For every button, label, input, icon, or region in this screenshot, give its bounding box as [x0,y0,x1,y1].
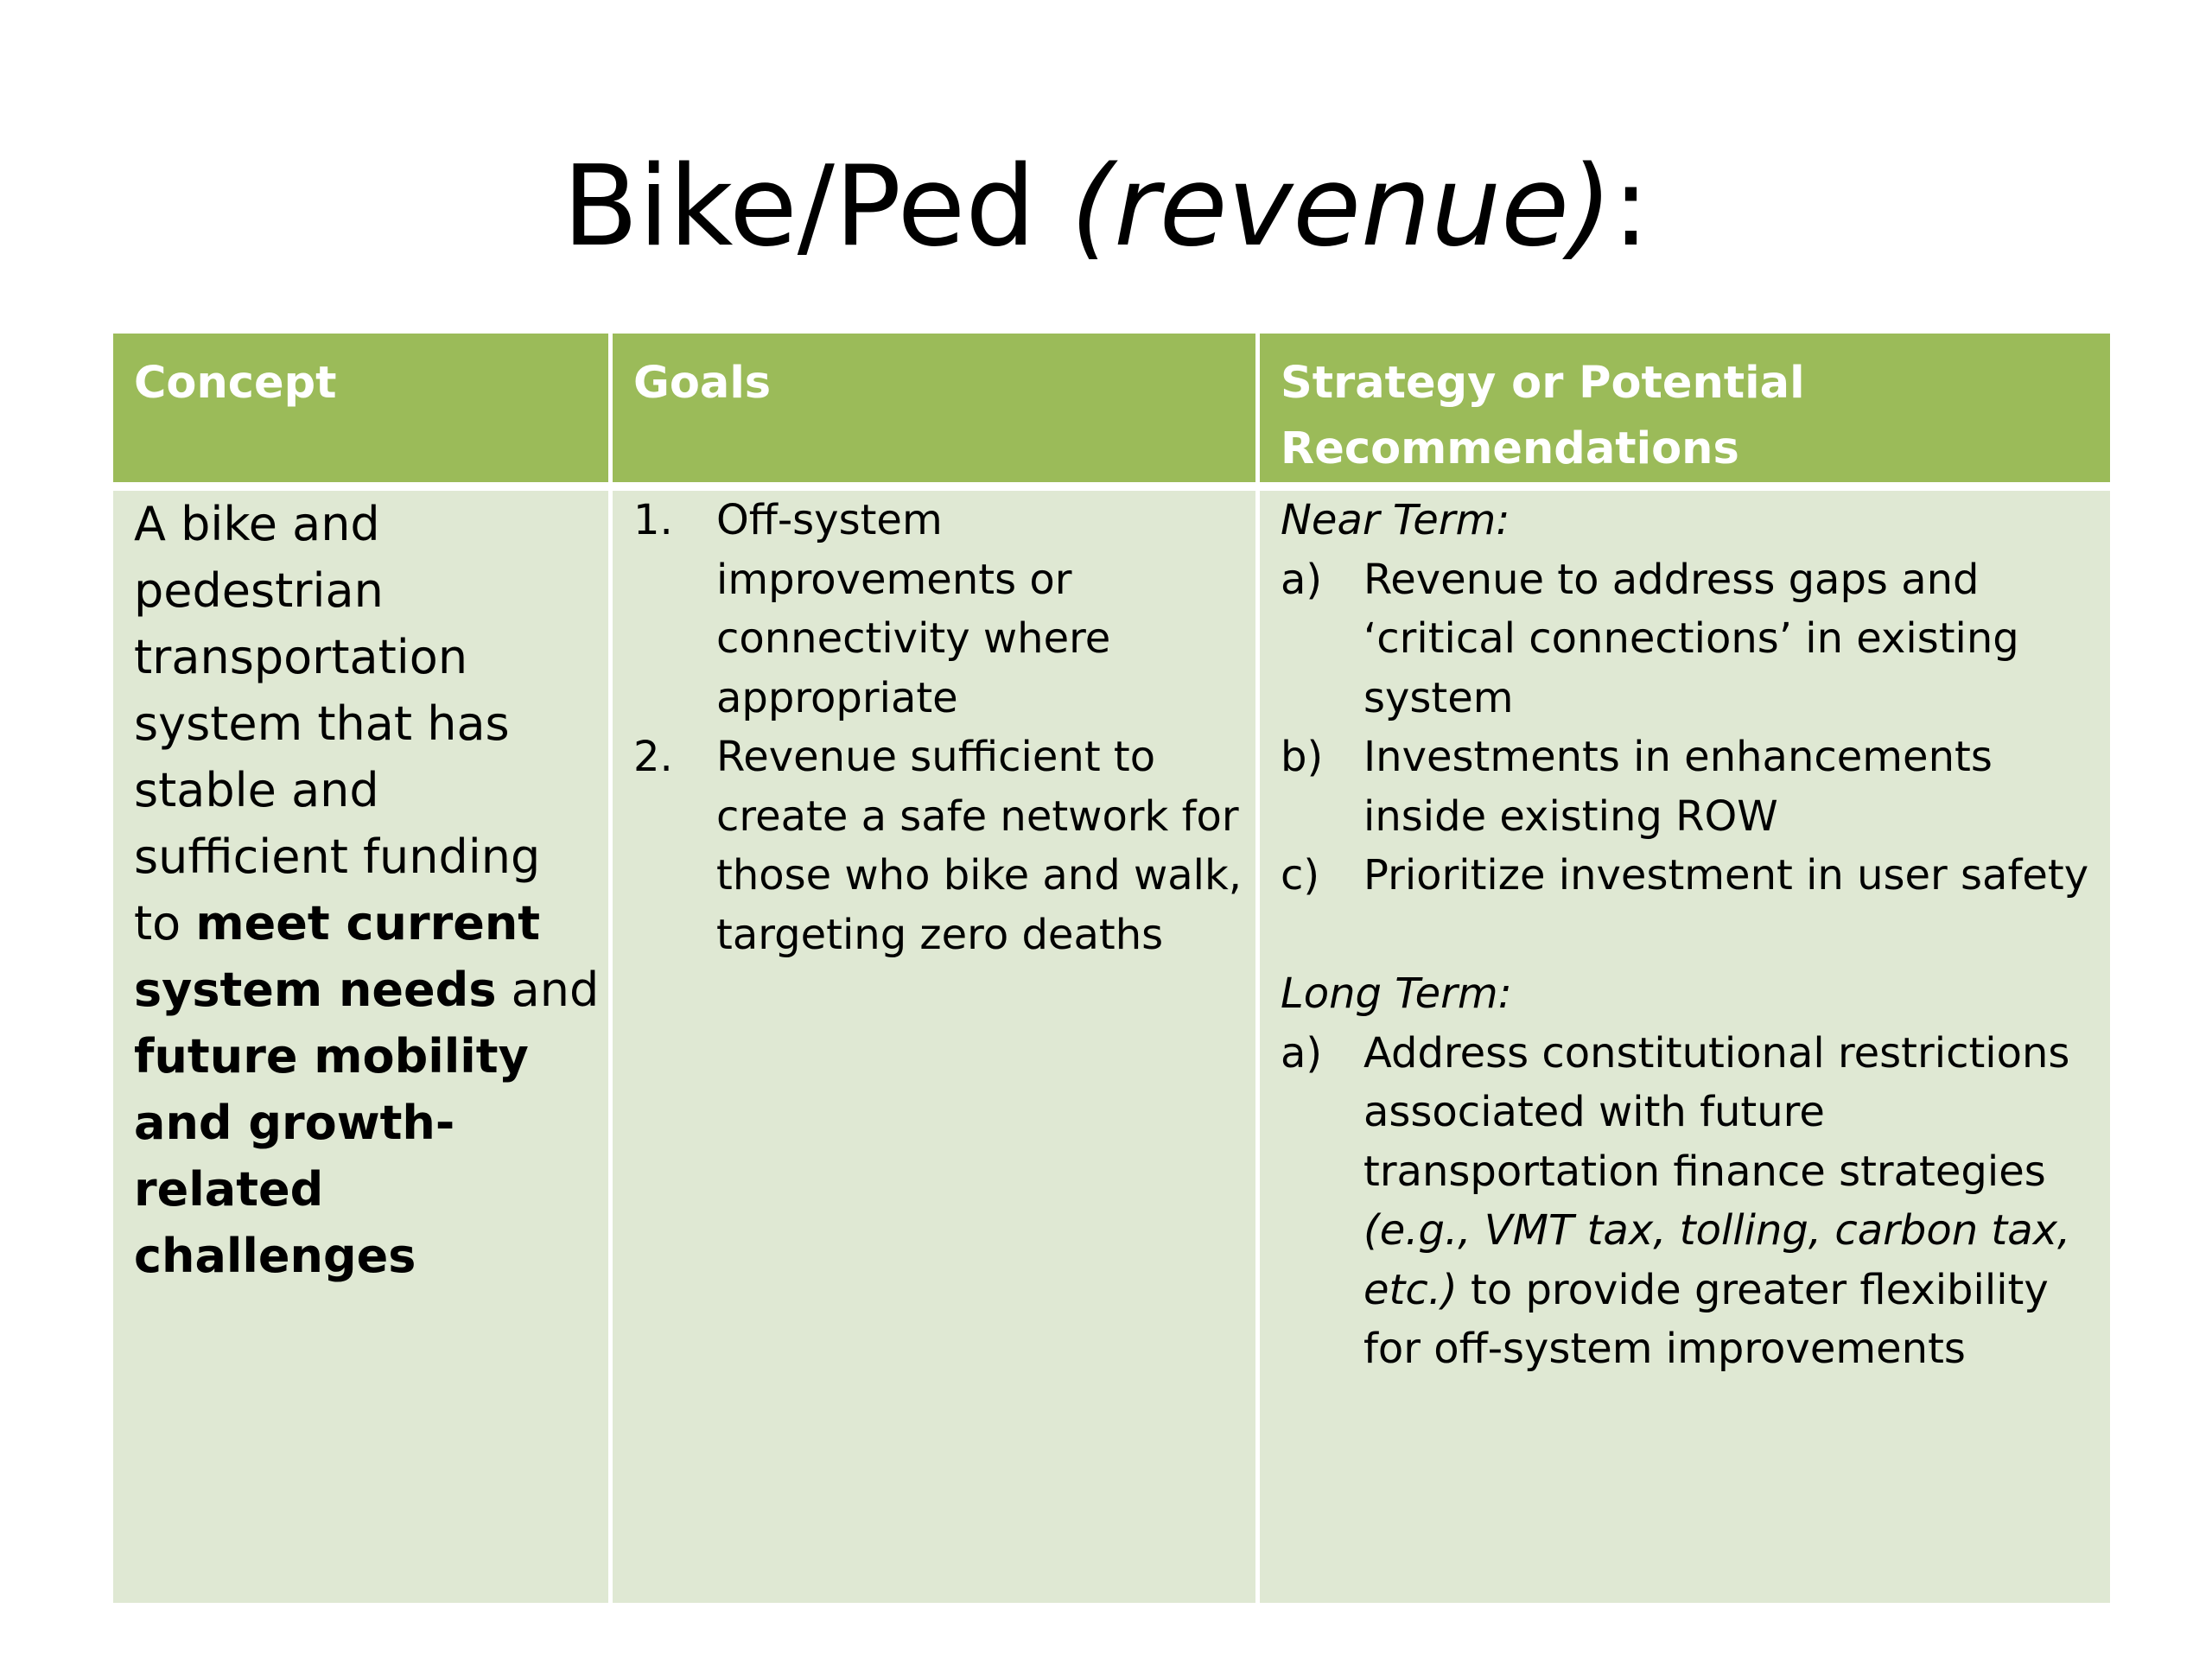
goal-number: 1. [633,496,673,544]
strategy-letter: c) [1281,851,1320,899]
goal-number: 2. [633,733,673,781]
strategy-letter: b) [1281,733,1324,781]
strategy-letter: a) [1281,555,1323,604]
header-concept: Concept [113,334,608,482]
strategy-item [1281,1024,2101,1379]
strategy-text-before: Address constitutional restrictions associated with future transportation finance strategies [1363,1028,2070,1196]
title-suffix: : [1611,143,1649,271]
strategy-column [1260,334,2110,1603]
slide-title [0,138,2212,276]
long-term-label: Long Term: [1281,969,1512,1018]
concept-column [113,334,608,1603]
goal-text: Off-system improvements or connectivity where appropriate [716,496,1111,722]
strategy-text: Investments in enhancements inside existing ROW [1363,733,1993,841]
goal-text: Revenue sufficient to create a safe network for those who bike and walk, targeting zero deaths [716,733,1243,959]
near-term-label: Near Term: [1281,496,1510,544]
goals-cell [613,491,1255,1603]
strategy-item [1281,728,2101,846]
header-strategy: Strategy or Potential Recommendations [1260,334,2110,482]
header-goals: Goals [613,334,1255,482]
near-term-block [1281,491,2101,906]
concept-text-bold1: meet current system needs [134,896,541,1017]
concept-cell [113,491,608,1603]
title-main: Bike/Ped [563,143,1071,271]
bike-ped-table [113,334,2110,1603]
strategy-text: Revenue to address gaps and ‘critical connections’ in existing system [1363,555,2019,722]
concept-text-bold2: future mobility and growth-related challenges [134,1029,529,1283]
strategy-text: Prioritize investment in user safety [1363,851,2089,899]
strategy-item [1281,550,2101,728]
strategy-cell [1260,491,2110,1603]
strategy-text-after: to provide greater flexibility for off-system improvements [1363,1265,2049,1373]
strategy-letter: a) [1281,1028,1323,1077]
goals-column [613,334,1255,1603]
concept-text-part1: A bike and pedestrian transportation system that has stable and sufficient funding to [134,497,541,950]
title-emphasis: (revenue) [1071,143,1612,271]
strategy-text [1363,1024,2101,1379]
strategy-text-italic: (e.g., VMT tax, tolling, carbon tax, etc.) [1363,1206,2071,1314]
concept-text [134,491,601,1289]
long-term-block [1281,964,2101,1379]
strategy-item [1281,846,2101,906]
concept-text-part2: and [496,963,600,1017]
